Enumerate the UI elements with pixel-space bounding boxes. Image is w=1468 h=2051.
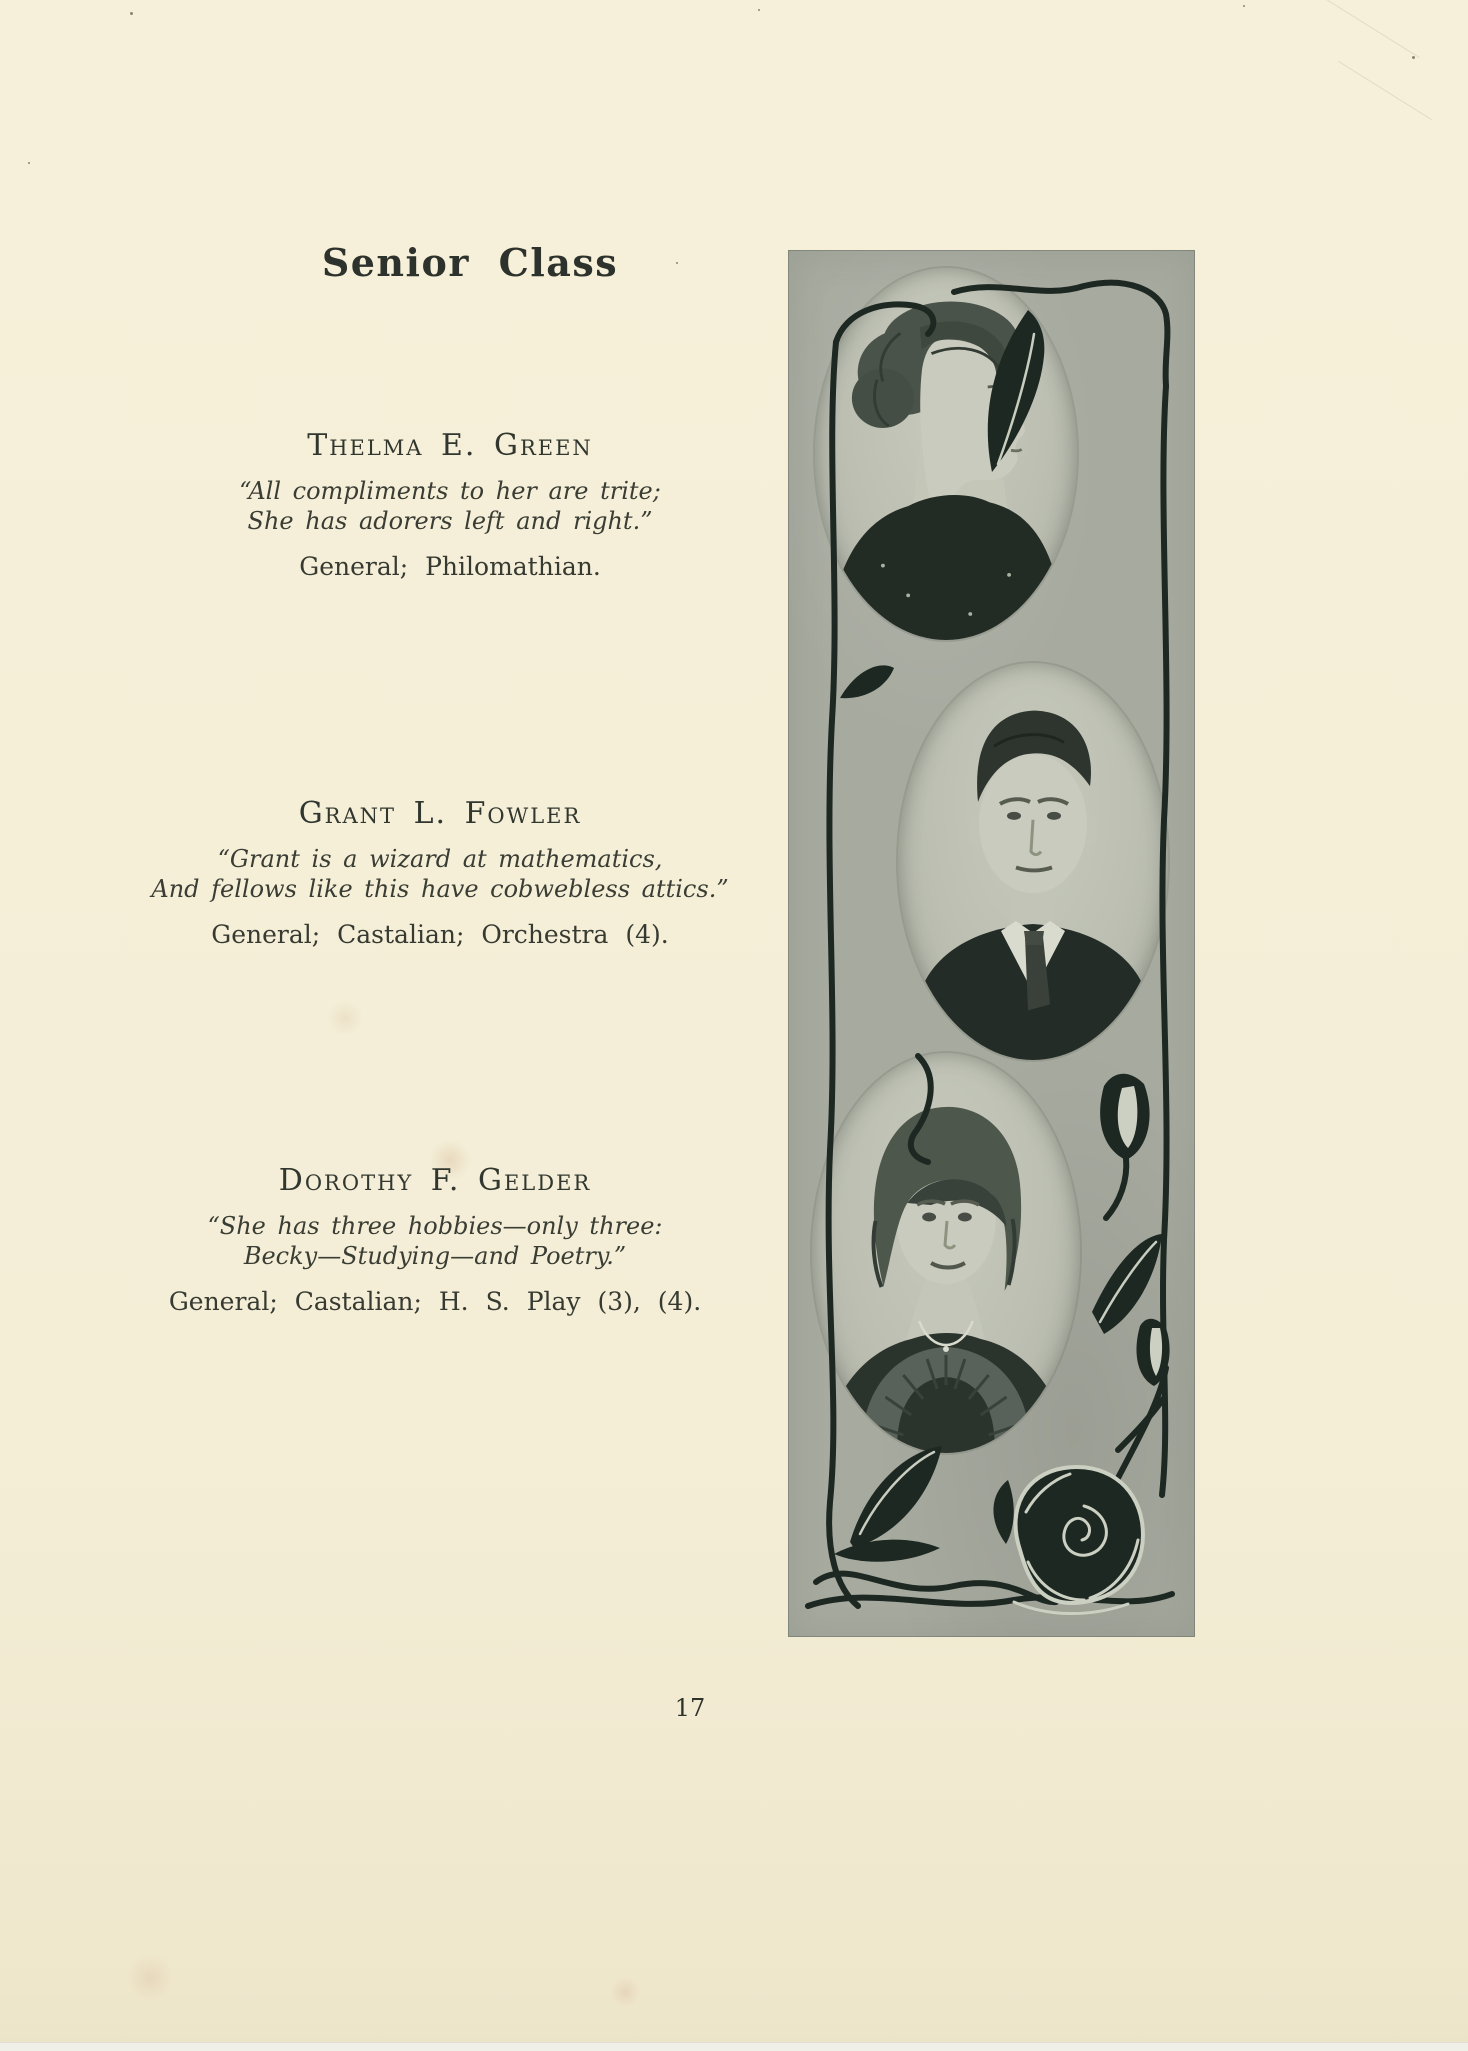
paper-speck: [1243, 5, 1245, 7]
portrait-photo-woman-profile: [815, 268, 1077, 640]
portrait-oval-thelma-green: [815, 268, 1077, 640]
page-bottom-edge: [0, 2042, 1468, 2051]
portrait-photo-man-suit: [898, 663, 1168, 1060]
student-quote-line1: “All compliments to her are trite;: [239, 477, 661, 505]
student-activities: General; Castalian; H. S. Play (3), (4).: [168, 1287, 702, 1316]
student-name: Grant L. Fowler: [298, 796, 582, 831]
student-entry-thelma-green: [60, 430, 840, 582]
student-entry-grant-fowler: [50, 798, 830, 950]
page-number: 17: [674, 1694, 706, 1722]
portrait-oval-dorothy-gelder: [812, 1053, 1080, 1453]
student-quote-line1: “She has three hobbies—only three:: [207, 1212, 663, 1240]
student-quote: [45, 1211, 825, 1271]
student-quote-line2: Becky—Studying—and Poetry.”: [243, 1242, 627, 1270]
paper-speck: [28, 162, 30, 164]
student-quote: [60, 476, 840, 536]
student-activities: General; Castalian; Orchestra (4).: [211, 920, 669, 949]
student-quote-line2: She has adorers left and right.”: [247, 507, 653, 535]
portrait-photo-woman-bob: [812, 1053, 1080, 1453]
portrait-oval-grant-fowler: [898, 663, 1168, 1060]
paper-scratch: [1300, 0, 1419, 58]
page-title: Senior Class: [321, 240, 619, 285]
student-quote: [50, 844, 830, 904]
paper-speck: [1412, 56, 1415, 59]
student-quote-line2: And fellows like this have cobwebless attics.”: [151, 875, 729, 903]
photo-strip: [788, 250, 1195, 1637]
student-quote-line1: “Grant is a wizard at mathematics,: [217, 845, 663, 873]
paper-scratch: [1338, 61, 1432, 120]
rose-decoration: [1014, 1467, 1143, 1614]
student-activities: General; Philomathian.: [299, 552, 601, 581]
student-name: Thelma E. Green: [307, 428, 593, 463]
paper-speck: [758, 9, 760, 11]
paper-speck: [130, 12, 133, 15]
student-entry-dorothy-gelder: [45, 1165, 825, 1317]
student-name: Dorothy F. Gelder: [278, 1163, 592, 1198]
